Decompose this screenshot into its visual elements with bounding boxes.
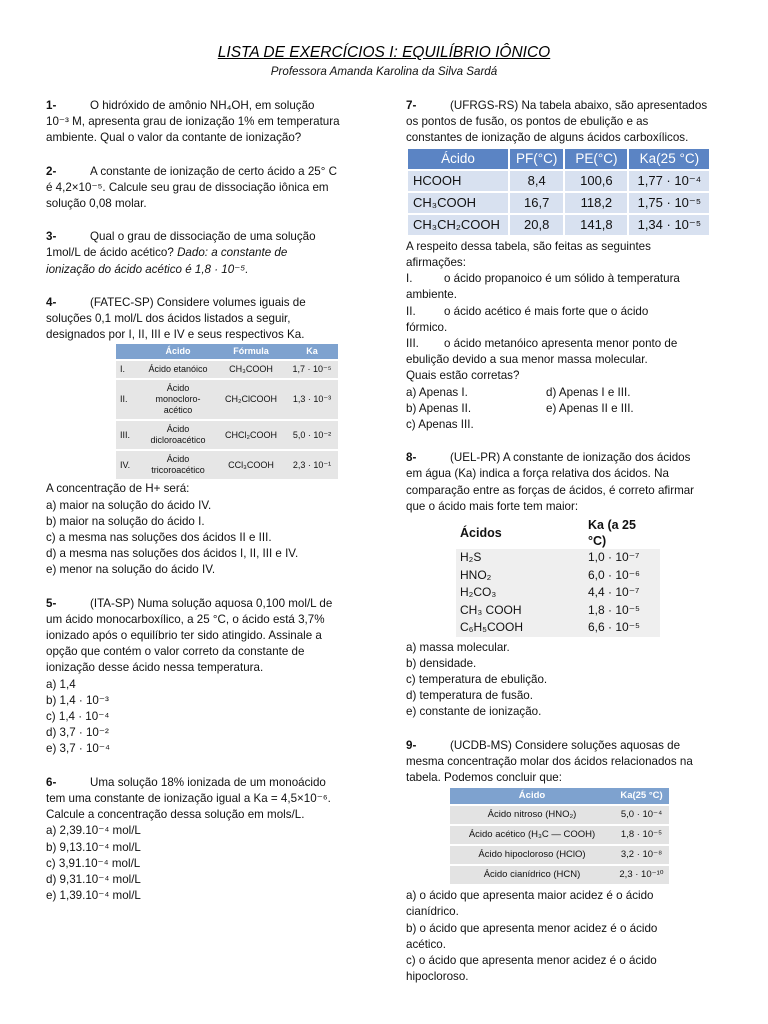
statement-1: I. o ácido propanoico é um sólido à temperatura [406, 272, 680, 286]
table-row: III. Ácido dicloroacético CHCl₂COOH 5,0 · 10⁻² [116, 420, 338, 450]
option-a: a) maior na solução do ácido IV. [46, 498, 212, 512]
statement-3: III. o ácido metanóico apresenta menor ponto de [406, 337, 678, 351]
carboxylic-acids-table [406, 147, 711, 237]
option-e: e) 3,7 · 10⁻⁴ [46, 742, 110, 756]
question-2-line-1: 2- A constante de ionização de certo ácido a 25° C [46, 164, 361, 180]
acid-strength-table [456, 518, 660, 637]
question-4 [46, 295, 361, 579]
table-row: Ácido acético (H₃C — COOH) 1,8 · 10⁻⁵ [450, 825, 669, 845]
option-b-cont: acético. [406, 937, 446, 951]
question-1-line-3: ambiente. Qual o valor da contante de ionização? [46, 131, 302, 145]
option-c-cont: hipocloroso. [406, 970, 469, 984]
question-5 [46, 596, 361, 758]
question-2-line-2: é 4,2×10⁻⁵. Calcule seu grau de dissociação iônica em [46, 180, 329, 194]
question-6 [46, 775, 361, 905]
question-3-line-2: 1mol/L de ácido acético? Dado: a constante de [46, 246, 288, 260]
question-3-line-3: ionização do ácido acético é 1,8 · 10⁻⁵. [46, 262, 249, 276]
question-7-number: 7- [406, 99, 417, 112]
option-e: e) Apenas II e III. [546, 401, 634, 415]
question-4-line-3: designados por I, II, III e IV e seus respectivos Ka. [46, 328, 305, 342]
question-4-number: 4- [46, 295, 57, 309]
question-6-line-1: 6- Uma solução 18% ionizada de um monoácido [46, 775, 361, 791]
option-c: c) Apenas III. [406, 418, 474, 432]
question-4-prompt: A concentração de H+ será: [46, 482, 190, 496]
option-d: d) Apenas I e III. [546, 385, 631, 399]
table-row: HNO₂ 6,0 · 10⁻⁶ [456, 567, 660, 585]
option-d: d) a mesma nas soluções dos ácidos I, II, III e IV. [46, 547, 299, 561]
question-8-line-4: que o ácido mais forte tem maior: [406, 499, 579, 513]
question-9-number: 9- [406, 738, 417, 752]
table-header: Ka(25 °C) [614, 788, 669, 805]
question-1 [46, 98, 361, 147]
table-row: I. Ácido etanóico CH₃COOH 1,7 · 10⁻⁵ [116, 360, 338, 379]
option-b: b) 9,13.10⁻⁴ mol/L [46, 840, 141, 854]
question-5-line-1: 5- (ITA-SP) Numa solução aquosa 0,100 mol/L de [46, 596, 361, 612]
question-9-line-1: 9- (UCDB-MS) Considere soluções aquosas de [406, 738, 721, 754]
question-8-line-1: 8- (UEL-PR) A constante de ionização dos ácidos [406, 450, 721, 466]
question-8-line-3: comparação entre as forças de ácidos, é correto afirmar [406, 483, 695, 497]
option-b: b) 1,4 · 10⁻³ [46, 693, 109, 707]
question-3-number: 3- [46, 230, 57, 244]
option-a: a) Apenas I. [406, 385, 468, 399]
statement-1-cont: ambiente. [406, 288, 457, 302]
table-header: Ácido [450, 788, 614, 805]
option-e: e) menor na solução do ácido IV. [46, 563, 216, 577]
statement-3-cont: ebulição devido a sua menor massa molecular. [406, 353, 648, 367]
question-2-number: 2- [46, 164, 57, 178]
table-header [116, 344, 140, 360]
question-9 [406, 738, 721, 986]
option-c: c) temperatura de ebulição. [406, 672, 548, 686]
question-3-line-1: 3- Qual o grau de dissociação de uma solução [46, 229, 361, 245]
option-b: b) densidade. [406, 656, 477, 670]
table-row: H₂S 1,0 · 10⁻⁷ [456, 549, 660, 567]
option-a: a) o ácido que apresenta maior acidez é o ácido [406, 889, 654, 903]
question-3-dado: Dado: a constante de [177, 246, 288, 260]
option-e: e) 1,39.10⁻⁴ mol/L [46, 889, 141, 903]
table-header: Fórmula [216, 344, 286, 360]
question-3 [46, 229, 361, 278]
option-b: b) o ácido que apresenta menor acidez é o ácido [406, 921, 658, 935]
option-e: e) constante de ionização. [406, 705, 542, 719]
question-7-after-1: A respeito dessa tabela, são feitas as seguintes [406, 239, 651, 253]
table-row: CH₃ COOH 1,8 · 10⁻⁵ [456, 602, 660, 620]
question-5-line-5: ionização desse ácido nessa temperatura. [46, 661, 264, 675]
option-b: b) Apenas II. [406, 401, 472, 415]
question-6-number: 6- [46, 775, 57, 789]
question-7-line-3: constantes de ionização de alguns ácidos carboxílicos. [406, 131, 689, 145]
table-row: Ácido cianídrico (HCN) 2,3 · 10⁻¹⁰ [450, 865, 669, 884]
option-c: c) o ácido que apresenta menor acidez é o ácido [406, 954, 657, 967]
question-6-line-2: tem uma constante de ionização igual a Ka = 4,5×10⁻⁶. [46, 791, 331, 805]
question-6-line-3: Calcule a concentração dessa solução em mols/L. [46, 808, 305, 822]
question-5-line-4: opção que contém o valor correto da constante de [46, 645, 305, 659]
question-8-number: 8- [406, 451, 417, 465]
table-header: PF(°C) [510, 149, 563, 169]
question-2-line-3: solução 0,08 molar. [46, 197, 147, 211]
table-row: C₆H₅COOH 6,6 · 10⁻⁵ [456, 619, 660, 637]
option-d: d) 3,7 · 10⁻² [46, 726, 109, 740]
table-row: Ácido hipocloroso (HClO) 3,2 · 10⁻⁸ [450, 845, 669, 865]
question-9-line-3: tabela. Podemos concluir que: [406, 770, 562, 784]
question-1-line-2: 10⁻³ M, apresenta grau de ionização 1% em temperatura [46, 115, 340, 129]
statement-2-cont: fórmico. [406, 320, 448, 334]
question-2 [46, 164, 361, 213]
question-1-number: 1- [46, 99, 57, 112]
question-9-line-2: mesma concentração molar dos ácidos relacionados na [406, 754, 693, 768]
question-5-line-3: ionizado após o equilíbrio ter sido atingido. Assinale a [46, 629, 322, 643]
table-header: Ácido [140, 344, 216, 360]
option-d: d) 9,31.10⁻⁴ mol/L [46, 872, 141, 886]
table-row: Ácido nitroso (HNO₂) 5,0 · 10⁻⁴ [450, 805, 669, 825]
question-7-line-2: os pontos de fusão, os pontos de ebulição e as [406, 115, 649, 129]
question-5-line-2: um ácido monocarboxílico, a 25 °C, o ácido está 3,7% [46, 612, 325, 626]
table-row: CH₃COOH 16,7 118,2 1,75 · 10⁻⁵ [408, 193, 709, 213]
table-row: HCOOH 8,4 100,6 1,77 · 10⁻⁴ [408, 171, 709, 191]
acids-table-q4 [116, 344, 338, 479]
option-b: b) maior na solução do ácido I. [46, 514, 205, 528]
question-1-line-1: 1- O hidróxido de amônio NH₄OH, em solução [46, 98, 361, 114]
table-row: II. Ácido monocloro-acético CH₂ClCOOH 1,3 · 10⁻³ [116, 379, 338, 420]
option-a: a) 1,4 [46, 677, 76, 691]
question-4-line-2: soluções 0,1 mol/L dos ácidos listados a seguir, [46, 312, 291, 326]
right-column [406, 98, 721, 985]
table-header: Ácidos [460, 525, 502, 540]
question-5-number: 5- [46, 596, 57, 610]
page-subtitle: Professora Amanda Karolina da Silva Sardá [270, 65, 498, 78]
question-8 [406, 450, 721, 720]
statement-2: II. o ácido acético é mais forte que o ácido [406, 304, 649, 318]
table-header: Ácido [408, 149, 508, 169]
options-row [406, 417, 721, 433]
table-header: Ka [286, 344, 338, 360]
table-row: H₂CO₃ 4,4 · 10⁻⁷ [456, 584, 660, 602]
option-a: a) massa molecular. [406, 640, 510, 654]
options-row [406, 401, 721, 417]
question-7-line-1: 7- (UFRGS-RS) Na tabela abaixo, são apresentados [406, 98, 721, 114]
table-header: PE(°C) [565, 149, 627, 169]
table-row: IV. Ácido tricoroacético CCl₃COOH 2,3 · 10⁻¹ [116, 450, 338, 479]
table-row: CH₃CH₂COOH 20,8 141,8 1,34 · 10⁻⁵ [408, 215, 709, 235]
left-column [46, 98, 361, 904]
table-header: Ka (a 25 °C) [588, 518, 636, 548]
question-8-line-2: em água (Ka) indica a força relativa dos ácidos. Na [406, 467, 669, 481]
question-7-question: Quais estão corretas? [406, 369, 520, 383]
question-7 [406, 98, 721, 433]
question-4-line-1: 4- (FATEC-SP) Considere volumes iguais de [46, 295, 361, 311]
option-a: a) 2,39.10⁻⁴ mol/L [46, 824, 141, 838]
acids-table-q9 [450, 788, 669, 884]
option-c: c) 1,4 · 10⁻⁴ [46, 710, 110, 724]
page-title: LISTA DE EXERCÍCIOS I: EQUILÍBRIO IÔNICO [217, 44, 551, 61]
option-c: c) a mesma nas soluções dos ácidos II e III. [46, 531, 272, 545]
option-d: d) temperatura de fusão. [406, 689, 533, 703]
options-row [406, 385, 721, 401]
table-header: Ka(25 °C) [629, 149, 709, 169]
option-c: c) 3,91.10⁻⁴ mol/L [46, 856, 141, 870]
question-7-after-2: afirmações: [406, 256, 466, 270]
option-a-cont: cianídrico. [406, 905, 459, 919]
